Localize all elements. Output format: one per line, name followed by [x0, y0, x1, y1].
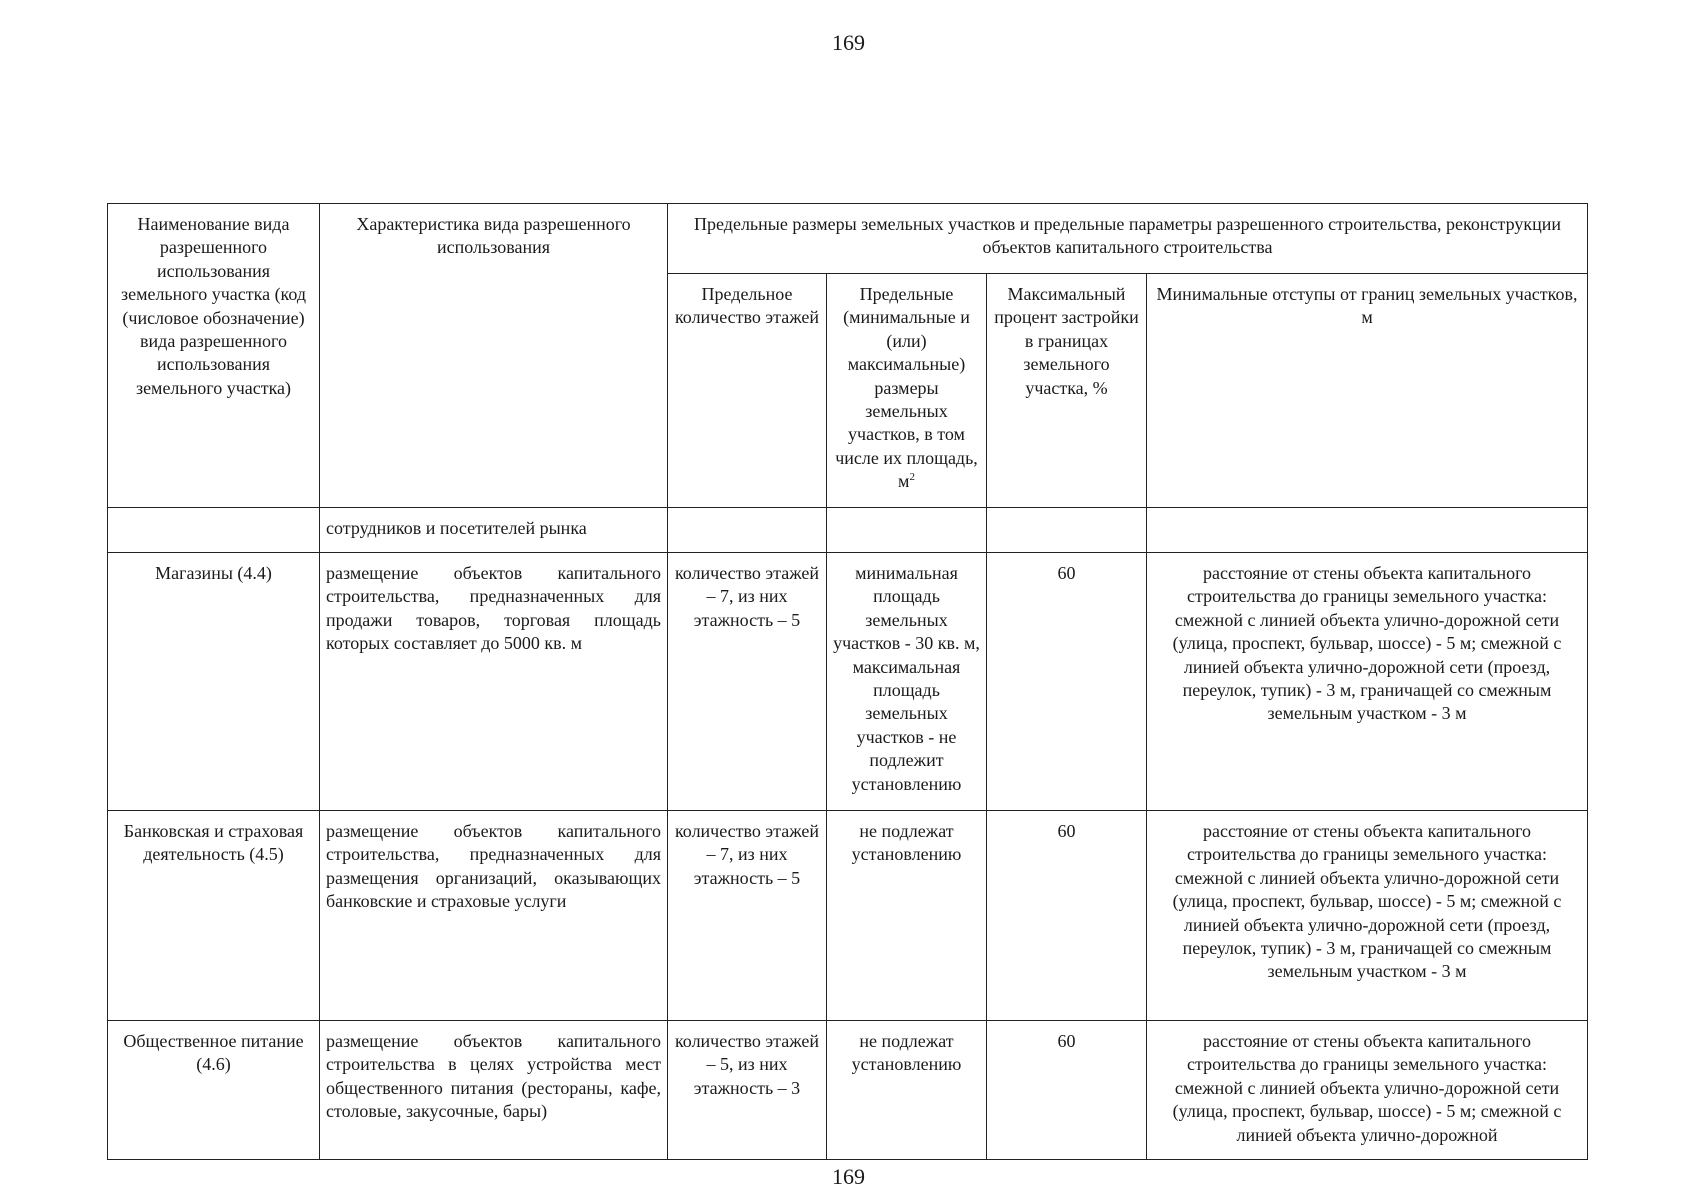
header-use-characteristic: Характеристика вида разрешенного использования: [320, 204, 668, 508]
cell-floors: количество этажей – 7, из них этажность – 5: [668, 811, 827, 1021]
cell-use-type-name: Общественное питание (4.6): [108, 1021, 320, 1160]
cell-percent: 60: [987, 1021, 1147, 1160]
cell-setbacks: расстояние от стены объекта капитального строительства до границы земельного участка: смежной с линией объекта улично-дорожной сети (улица, проспект, бульвар, шоссе) - 5 м; смежной с линией объекта улично-дорожной сети (проезд, переулок, тупик) - 3 м, граничащей со смежным земельным участком - 3 м: [1147, 811, 1588, 1021]
cell-characteristic: размещение объектов капитального строительства, предназначенных для продажи товаров, торговая площадь которых составляет до 5000 кв. м: [320, 553, 668, 811]
cell-setbacks: [1147, 508, 1588, 553]
cell-floors: [668, 508, 827, 553]
zoning-parameters-table: [107, 203, 1588, 1160]
header-min-setbacks: Минимальные отступы от границ земельных участков, м: [1147, 274, 1588, 508]
cell-setbacks: расстояние от стены объекта капитального строительства до границы земельного участка: смежной с линией объекта улично-дорожной сети (улица, проспект, бульвар, шоссе) - 5 м; смежной с линией объекта улично-дорожной: [1147, 1021, 1588, 1160]
header-plot-sizes: [827, 274, 987, 508]
cell-floors: количество этажей – 5, из них этажность – 3: [668, 1021, 827, 1160]
header-plot-sizes-text: Предельные (минимальные и (или) максимальные) размеры земельных участков, в том числе их площадь, м: [835, 284, 978, 492]
page-number-bottom: 169: [832, 1164, 865, 1189]
cell-use-type-name: Магазины (4.4): [108, 553, 320, 811]
cell-percent: 60: [987, 811, 1147, 1021]
cell-use-type-name: Банковская и страховая деятельность (4.5): [108, 811, 320, 1021]
cell-floors: количество этажей – 7, из них этажность – 5: [668, 553, 827, 811]
table-row: [108, 1021, 1588, 1160]
header-use-type-name: Наименование вида разрешенного использования земельного участка (код (числовое обозначение) вида разрешенного использования земельного участка): [108, 204, 320, 508]
cell-use-type-name: [108, 508, 320, 553]
header-limits-group: Предельные размеры земельных участков и предельные параметры разрешенного строительства, реконструкции объектов капитального строительства: [668, 204, 1588, 274]
cell-sizes: не подлежат установлению: [827, 811, 987, 1021]
cell-sizes: не подлежат установлению: [827, 1021, 987, 1160]
table-row: [108, 553, 1588, 811]
cell-characteristic: сотрудников и посетителей рынка: [320, 508, 668, 553]
cell-sizes: минимальная площадь земельных участков - 30 кв. м, максимальная площадь земельных участков - не подлежит установлению: [827, 553, 987, 811]
cell-setbacks: расстояние от стены объекта капитального строительства до границы земельного участка: смежной с линией объекта улично-дорожной сети (улица, проспект, бульвар, шоссе) - 5 м; смежной с линией объекта улично-дорожной сети (проезд, переулок, тупик) - 3 м, граничащей со смежным земельным участком - 3 м: [1147, 553, 1588, 811]
header-max-floors: Предельное количество этажей: [668, 274, 827, 508]
page-number-top: 169: [832, 30, 865, 55]
table-row: [108, 811, 1588, 1021]
cell-characteristic: размещение объектов капитального строительства в целях устройства мест общественного питания (рестораны, кафе, столовые, закусочные, бары): [320, 1021, 668, 1160]
cell-percent: 60: [987, 553, 1147, 811]
cell-percent: [987, 508, 1147, 553]
cell-characteristic: размещение объектов капитального строительства, предназначенных для размещения организаций, оказывающих банковские и страховые услуги: [320, 811, 668, 1021]
cell-sizes: [827, 508, 987, 553]
header-plot-sizes-sup: 2: [909, 471, 915, 484]
table-row: [108, 508, 1588, 553]
header-max-build-percent: Максимальный процент застройки в границах земельного участка, %: [987, 274, 1147, 508]
